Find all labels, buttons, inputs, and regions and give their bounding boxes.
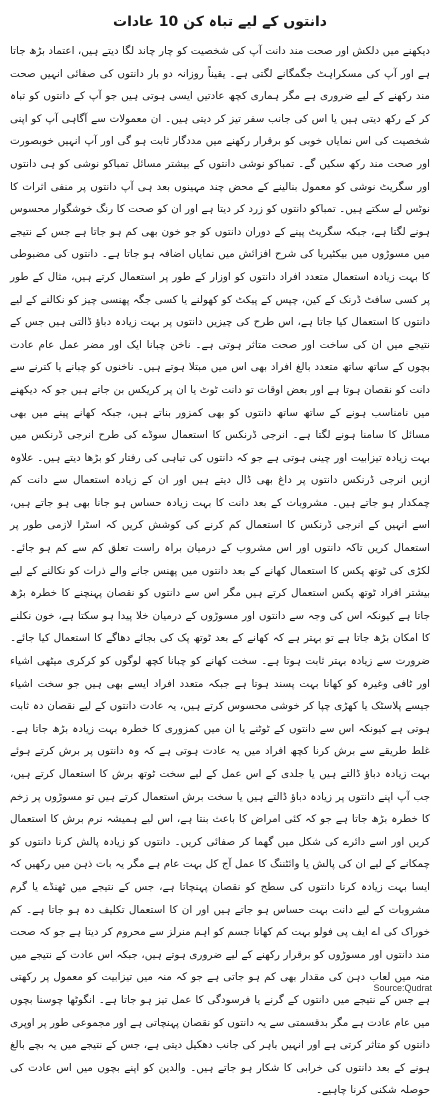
source-credit: Source:Qudrat (373, 983, 432, 993)
article-title: دانتوں کے لیے تباہ کن 10 عادات (113, 14, 327, 30)
article-body: دیکھنے میں دلکش اور صحت مند دانت آپ کی شخصیت کو چار چاند لگا دیتے ہیں، اعتماد بڑھ جاتا ہے اور آپ کی مسکراہٹ جگمگانے لگتی ہے۔ یقیناً روزانہ دو بار دانتوں کی صفائی انہیں صحت مند رکھنے کے لیے ضروری ہے مگر ہماری کچھ عادتیں ایسی ہوتی ہیں جو آپ کے دانتوں کو تباہ کر کے رکھ دیتی ہیں یا اس کی جانب سفر تیز کر دیتی ہیں۔ ان معمولات سے آگاہی آپ کو اپنی شخصیت کی اس نمایاں خوبی کو برقرار رکھنے میں مددگار ثابت ہو گی اور آپ انہیں خوبصورت اور صحت مند رکھ سکیں گے۔ تمباکو نوشی دانتوں کے بیشتر مسائل تمباکو نوشی کو ہی دانتوں اور سگریٹ نوشی کو معمول بنالینے کے محض چند مہینوں بعد ہی آپ دانتوں پر منفی اثرات کا نوٹس لے سکتے ہیں۔ تمباکو دانتوں کو زرد کر دیتا ہے اور ان کو صحت کا رنگ خوشگوار محسوس ہونے لگتا ہے، جبکہ سگریٹ پینے کے دوران دانتوں کو جو خون بھی کم ہو جاتا ہے جس کے نتیجے میں مسوڑوں میں بیکٹیریا کی شرح افزائش میں نمایاں اضافہ ہو جاتا ہے۔ دانتوں کی مضبوطی کا بہت زیادہ استعمال متعدد افراد دانتوں کو اوزار کے طور پر استعمال کرتے ہیں، مثال کے طور پر کسی سافٹ ڈرنک کے کین، چپس کے پیکٹ کو کھولنے یا کسی جگہ پھنسی چیز کو نکالنے کے لیے دانتوں کا استعمال کیا جاتا ہے، اس طرح کی چیزیں دانتوں پر بہت زیادہ دباؤ ڈالتی ہیں جس کے نتیجے میں ان کی ساخت اور صحت متاثر ہوتی ہے۔ ناخن چبانا ایک اور مضر عمل عام عادت بچوں کے ساتھ ساتھ متعدد بالغ افراد بھی اس میں مبتلا ہوتے ہیں۔ ناخنوں کو چبانے یا کترنے سے دانت کو نقصان ہوتا ہے اور بعض اوقات تو دانت ٹوٹ یا ان پر کریکس بن جاتے ہیں جو کہ دیکھنے میں نامناسب ہونے کے ساتھ ساتھ دانتوں کو بھی کمزور بناتے ہیں، جبکہ کھانے پینے میں بھی مسائل کا سامنا ہونے لگتا ہے۔ انرجی ڈرنکس کا استعمال سوڈے کی طرح انرجی ڈرنکس میں بہت زیادہ تیزابیت اور چینی ہوتی ہے جو کہ دانتوں کی تباہی کی رفتار کو بڑھا دیتے ہیں۔ علاوہ ازیں انرجی ڈرنکس دانتوں پر داغ بھی ڈال دیتے ہیں اور ان کے زیادہ استعمال سے دانت کم چمکدار ہو جاتے ہیں۔ مشروبات کے بعد دانت کا بہت زیادہ حساس ہو جانا بھی ہو جاتے ہیں، اسے انہیں کے انرجی ڈرنکس کا استعمال کم کرنے کی کوشش کریں کہ اسٹرا لازمی طور پر استعمال کریں تاکہ دانتوں اور اس مشروب کے درمیان براہ راست تعلق کم سے کم ہو جائے۔ لکڑی کی ٹوتھ پکس کا استعمال کھانے کے بعد دانتوں میں پھنس جانے والے ذرات کو نکالنے کے لیے بیشتر افراد ٹوتھ پکس استعمال کرتے ہیں مگر اس سے دانتوں کو نقصان پہنچنے کا خطرہ بڑھ جاتا ہے کیونکہ اس کی وجہ سے دانتوں اور مسوڑوں کے درمیان خلا پیدا ہو سکتا ہے، خون نکلنے کا امکان بڑھ جاتا ہے تو بہتر ہے کہ کھانے کے بعد ٹوتھ پک کی بجائے دھاگے کا استعمال کیا جائے۔ ضرورت سے زیادہ بہتر ثابت ہوتا ہے۔ سخت کھانے کو چبانا کچھ لوگوں کو کرکری میٹھی اشیاء اور ٹافی وغیرہ کو کھانا بہت پسند ہوتا ہے جبکہ متعدد افراد ایسے بھی ہیں جو سخت اشیاء جیسے پلاسٹک یا کھڑی چپا کر خوشی محسوس کرتے ہیں، یہ عادت دانتوں کے لیے نقصان دہ ثابت ہوتی ہے کیونکہ اس سے دانتوں کے ٹوٹنے یا ان میں کمزوری کا خطرہ بہت زیادہ بڑھ جاتا ہے۔ غلط طریقے سے برش کرنا کچھ افراد میں یہ عادت ہوتی ہے کہ وہ دانتوں پر برش کرتے ہوئے بہت زیادہ دباؤ ڈالتے ہیں یا جلدی کے اس عمل کے لیے سخت ٹوتھ برش کا استعمال کرتے ہیں، جب آپ اپنے دانتوں پر زیادہ دباؤ ڈالتے ہیں یا سخت برش استعمال کرتے ہیں تو مسوڑوں پر زخم کا خطرہ بڑھ جاتا ہے جو کہ کئی امراض کا باعث بنتا ہے، اس لیے ہمیشہ نرم برش کا استعمال کریں اور اسے دائرے کی شکل میں گھما کر صفائی کریں۔ دانتوں کو زیادہ پالش کرنا دانتوں کو چمکانے کے لیے ان کی پالش یا وائٹننگ کا عمل آج کل بہت عام ہے مگر یہ بات ذہن میں رکھیں کہ ایسا بہت زیادہ کرنا دانتوں کی سطح کو نقصان پہنچاتا ہے، جس کے نتیجے میں ٹھنڈے یا گرم مشروبات کے لیے دانت بہت حساس ہو جاتے ہیں اور ان کا استعمال تکلیف دہ ہو جاتا ہے۔ کم خوراک کی اے ایف پی فولو بہت کم کھانا جسم کو اہم منرلز سے محروم کر دیتا ہے جو کہ صحت مند دانتوں اور مسوڑوں کو برقرار رکھنے کے لیے ضروری ہوتے ہیں، جبکہ اس عادت کے نتیجے میں منہ میں لعاب دہن کی مقدار بھی کم ہو جاتی ہے جو کہ منہ میں تیزابیت کو معمول پر رکھتی ہے جس کے نتیجے میں دانتوں کے گرنے یا فرسودگی کا عمل تیز ہو جاتا ہے۔ انگوٹھا چوسنا بچوں میں عام عادت ہے مگر بدقسمتی سے یہ دانتوں کو نقصان پہنچاتی ہے اور مجموعی طور پر اوپری دانتوں کو متاثر کرتی ہے اور انہیں باہر کی جانب دھکیل دیتی ہے، جس کے نتیجے میں یہ بچے بالغ ہونے کے بعد دانتوں کی خرابی کا شکار ہو جاتے ہیں۔ والدین کو اپنے بچوں میں اس عادت کی حوصلہ شکنی کرنا چاہیے۔ (10, 45, 430, 1097)
